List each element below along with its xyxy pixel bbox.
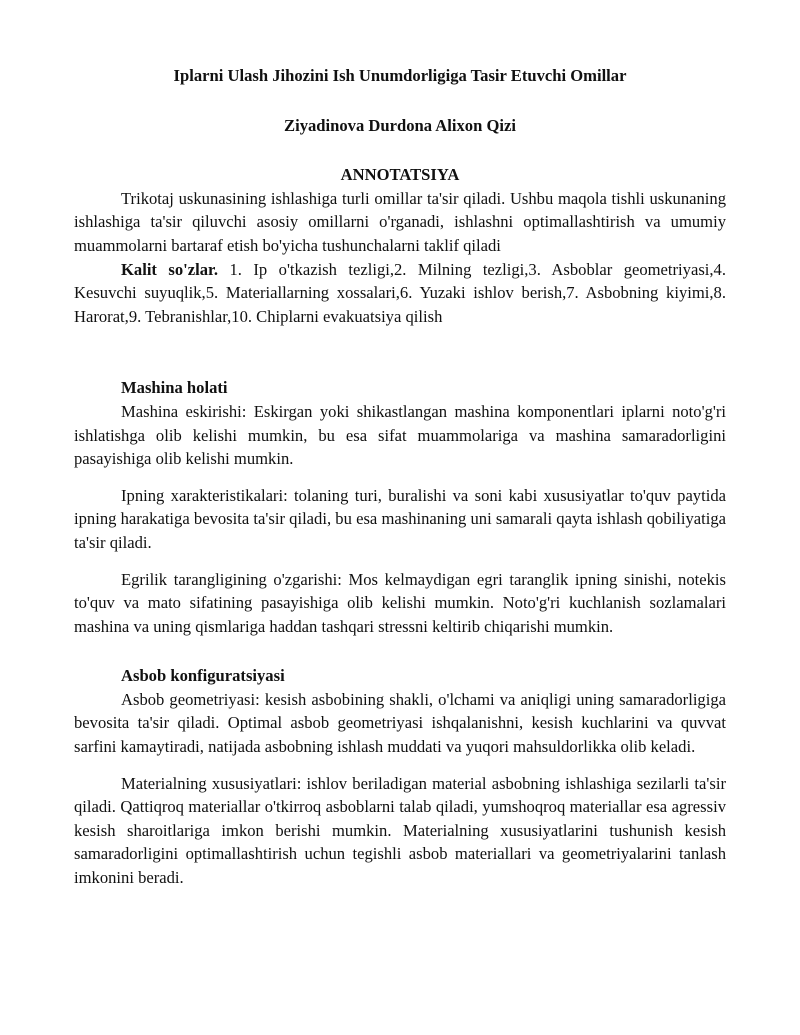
- paper-author: Ziyadinova Durdona Alixon Qizi: [284, 115, 516, 135]
- keywords-paragraph: [74, 258, 726, 329]
- abstract-heading: ANNOTATSIYA: [340, 165, 460, 185]
- section-paragraph: Materialning xususiyatlari: ishlov beriladigan material asbobning ishlashiga sezilarli ta'sir qiladi. Qattiqroq materiallar o'tkirroq asboblarni talab qiladi, yumshoqroq materiallar esa agressiv kesish sharoitlariga imkon berishi mumkin. Materialning xususiyatlarini tushunish kesish samaradorligini optimallashtirish uchun tegishli asbob materiallari va geometriyalarini tanlash imkonini beradi.: [74, 773, 726, 888]
- section-paragraph: Mashina eskirishi: Eskirgan yoki shikastlangan mashina komponentlari iplarni noto'g'ri ishlatishga olib kelishi mumkin, bu esa sifat muammolariga va mashina samaradorligini pasayishiga olib kelishi mumkin.: [74, 401, 726, 469]
- section-paragraph: Ipning xarakteristikalari: tolaning turi, buralishi va soni kabi xususiyatlar to'quv paytida ipning harakatiga bevosita ta'sir qiladi, bu esa mashinaning uni samarali qayta ishlash qobiliyatiga ta'sir qiladi.: [74, 485, 726, 552]
- section-heading-machine-condition: Mashina holati: [121, 378, 228, 398]
- section-paragraph: Asbob geometriyasi: kesish asbobining shakli, o'lchami va aniqligi uning samaradorligiga bevosita ta'sir qiladi. Optimal asbob geometriyasi ishqalanishni, kesish kuchlarini va quvvat sarfini kamaytiradi, natijada asbobning ishlash muddati va yuqori mahsuldorlikka olib keladi.: [74, 689, 726, 757]
- section-heading-tool-configuration: Asbob konfiguratsiyasi: [121, 666, 285, 686]
- keywords-list: 1. Ip o'tkazish tezligi,2. Milning tezligi,3. Asboblar geometriyasi,4. Kesuvchi suyuqlik,5. Materiallarning xossalari,6. Yuzaki ishlov berish,7. Asbobning kiyimi,8. Harorat,9. Tebranishlar,10. Chiplarni evakuatsiya qilish: [74, 259, 726, 326]
- section-paragraph: Egrilik tarangligining o'zgarishi: Mos kelmaydigan egri taranglik ipning sinishi, notekis to'quv va mato sifatining pasayishiga olib kelishi mumkin. Noto'g'ri kuchlanish sozlamalari mashina va uning qismlariga haddan tashqari stressni keltirib chiqarishi mumkin.: [74, 569, 726, 636]
- abstract-text: Trikotaj uskunasining ishlashiga turli omillar ta'sir qiladi. Ushbu maqola tishli uskunaning ishlashiga ta'sir qiluvchi asosiy omillarni o'rganadi, ishlashni optimallashtirish va umumiy muammolarni bartaraf etish bo'yicha tushunchalarni taklif qiladi: [74, 188, 726, 255]
- keywords-label: Kalit so'zlar.: [121, 259, 219, 279]
- paper-title: Iplarni Ulash Jihozini Ish Unumdorligiga Tasir Etuvchi Omillar: [173, 66, 627, 85]
